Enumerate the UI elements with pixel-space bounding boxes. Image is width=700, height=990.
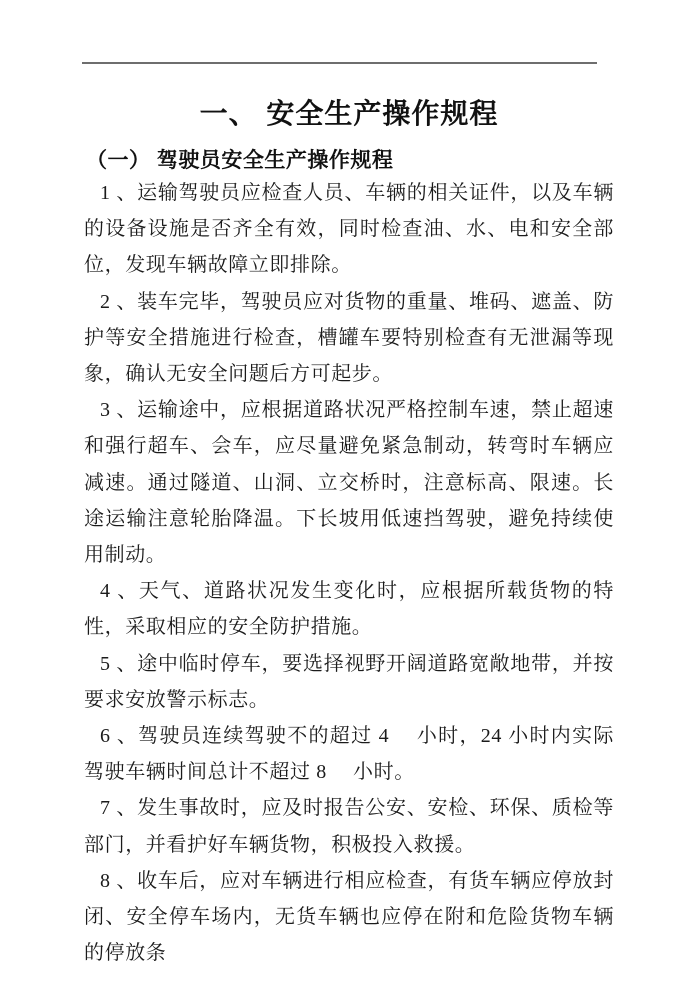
header-rule	[82, 62, 597, 64]
paragraph-3: 3 、运输途中，应根据道路状况严格控制车速，禁止超速和强行超车、会车，应尽量避免紧急制动，转弯时车辆应减速。通过隧道、山洞、立交桥时，注意标高、限速。长途运输注意轮胎降温。下长坡用低速挡驾驶，避免持续使用制动。	[84, 399, 614, 567]
paragraph-8: 8 、收车后，应对车辆进行相应检查，有货车辆应停放封闭、安全停车场内，无货车辆也应停在附和危险货物车辆的停放条	[84, 869, 614, 965]
paragraph-4: 4 、天气、道路状况发生变化时，应根据所载货物的特性，采取相应的安全防护措施。	[84, 580, 614, 639]
paragraph-2: 2 、装车完毕，驾驶员应对货物的重量、堆码、遮盖、防护等安全措施进行检查，槽罐车要特别检查有无泄漏等现象，确认无安全问题后方可起步。	[84, 290, 614, 386]
document-title: 一、 安全生产操作规程	[199, 98, 499, 129]
paragraph-7: 7 、发生事故时，应及时报告公安、安检、环保、质检等部门，并看护好车辆货物，积极投入救援。	[84, 797, 614, 856]
section-heading: （一） 驾驶员安全生产操作规程	[86, 149, 394, 172]
paragraph-5: 5 、途中临时停车，要选择视野开阔道路宽敞地带，并按要求安放警示标志。	[84, 652, 614, 711]
document-body	[84, 175, 614, 971]
paragraph-6: 6 、驾驶员连续驾驶不的超过 4 小时，24 小时内实际驾驶车辆时间总计不超过 8 小时。	[84, 725, 614, 784]
paragraph-1: 1 、运输驾驶员应检查人员、车辆的相关证件，以及车辆的设备设施是否齐全有效，同时检查油、水、电和安全部位，发现车辆故障立即排除。	[84, 182, 614, 277]
